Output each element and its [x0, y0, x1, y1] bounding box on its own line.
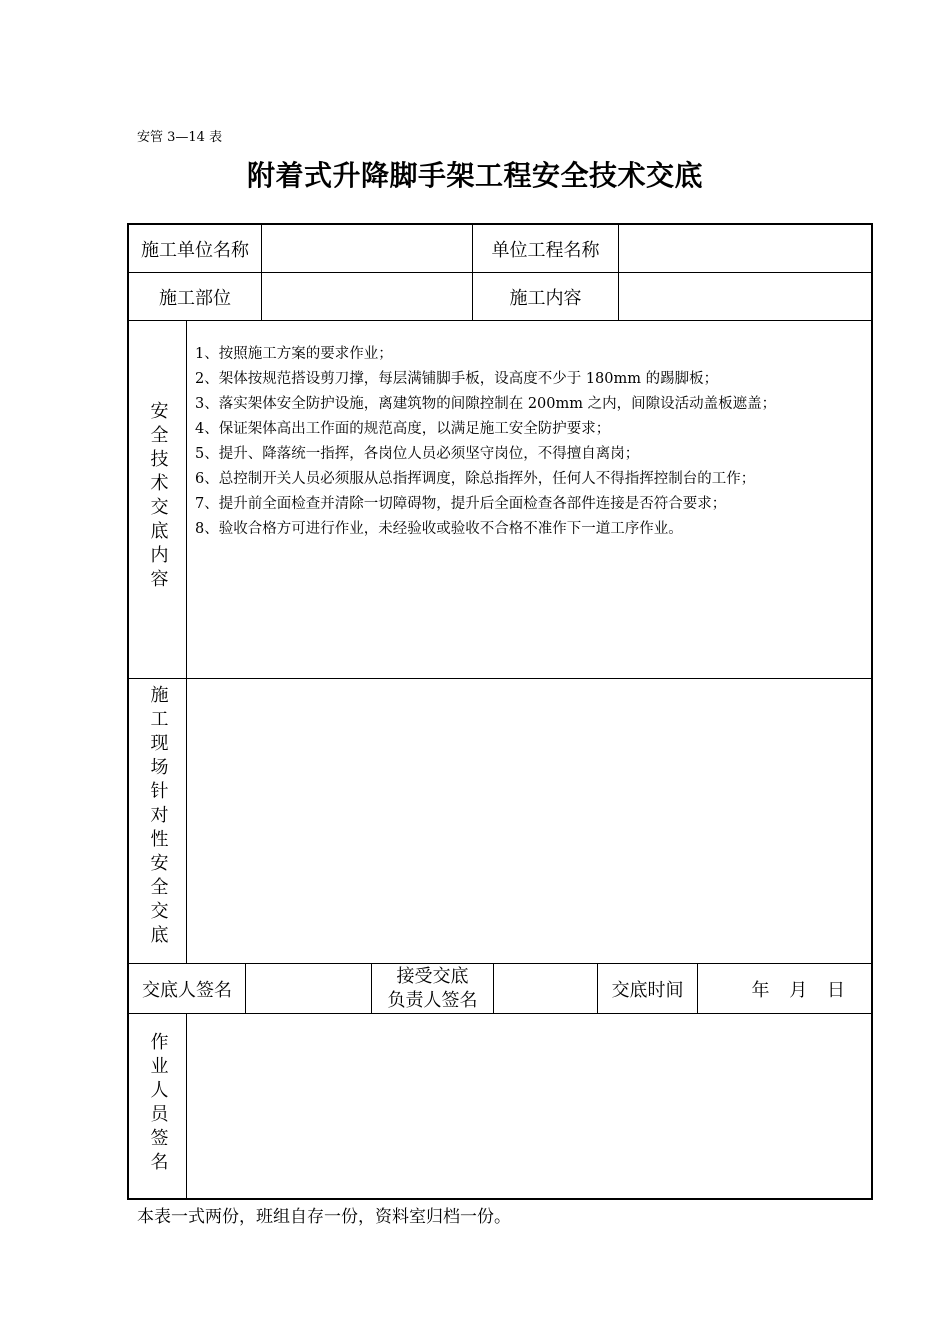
site-disclosure-label-cell	[129, 678, 186, 963]
construction-unit-name-field[interactable]	[261, 225, 472, 272]
list-item: 8、验收合格方可进行作业，未经验收或验收不合格不准作下一道工序作业。	[195, 521, 683, 537]
discloser-signature-label: 交底人签名	[129, 963, 245, 1013]
form-code: 安管 3—14 表	[137, 130, 223, 145]
unit-project-name-field[interactable]	[618, 225, 871, 272]
disclosure-date-field[interactable]: 年 月 日	[697, 963, 871, 1013]
receiver-signature-field[interactable]	[493, 963, 597, 1013]
construction-content-label: 施工内容	[472, 272, 618, 320]
list-item: 1、按照施工方案的要求作业；	[195, 346, 393, 362]
construction-part-field[interactable]	[261, 272, 472, 320]
workers-signature-label-cell	[129, 1013, 186, 1198]
workers-signature-field[interactable]	[186, 1013, 871, 1198]
unit-project-name-label: 单位工程名称	[472, 225, 618, 272]
site-disclosure-field[interactable]	[186, 678, 871, 963]
safety-items-list	[195, 342, 776, 542]
receiver-signature-label	[371, 963, 493, 1013]
construction-unit-name-label: 施工单位名称	[141, 239, 249, 261]
construction-content-field[interactable]	[618, 272, 871, 320]
receiver-label-line-1: 接受交底	[396, 965, 469, 987]
discloser-signature-field[interactable]	[245, 963, 371, 1013]
list-item: 2、架体按规范搭设剪刀撑，每层满铺脚手板，设高度不少于 180mm 的踢脚板；	[195, 371, 719, 387]
receiver-label-line-2: 负责人签名	[387, 989, 478, 1011]
list-item: 4、保证架体高出工作面的规范高度，以满足施工安全防护要求；	[195, 421, 611, 437]
safety-disclosure-label: 安全技术交底内容	[147, 401, 169, 593]
workers-signature-label: 作业人员签名	[147, 1032, 169, 1176]
list-item: 7、提升前全面检查并清除一切障碍物，提升后全面检查各部件连接是否符合要求；	[195, 496, 727, 512]
footer-note: 本表一式两份，班组自存一份，资料室归档一份。	[137, 1207, 511, 1227]
list-item: 3、落实架体安全防护设施，离建筑物的间隙控制在 200mm 之内，间隙设活动盖板遮盖；	[195, 396, 777, 412]
disclosure-time-label: 交底时间	[597, 963, 697, 1013]
list-item: 5、提升、降落统一指挥，各岗位人员必须坚守岗位，不得擅自离岗；	[195, 446, 640, 462]
construction-part-label: 施工部位	[129, 272, 261, 320]
list-item: 6、总控制开关人员必须服从总指挥调度，除总指挥外，任何人不得指挥控制台的工作；	[195, 471, 756, 487]
page-title: 附着式升降脚手架工程安全技术交底	[246, 159, 703, 192]
site-disclosure-label: 施工现场针对性安全交底	[147, 685, 169, 949]
safety-disclosure-label-cell	[129, 320, 186, 678]
